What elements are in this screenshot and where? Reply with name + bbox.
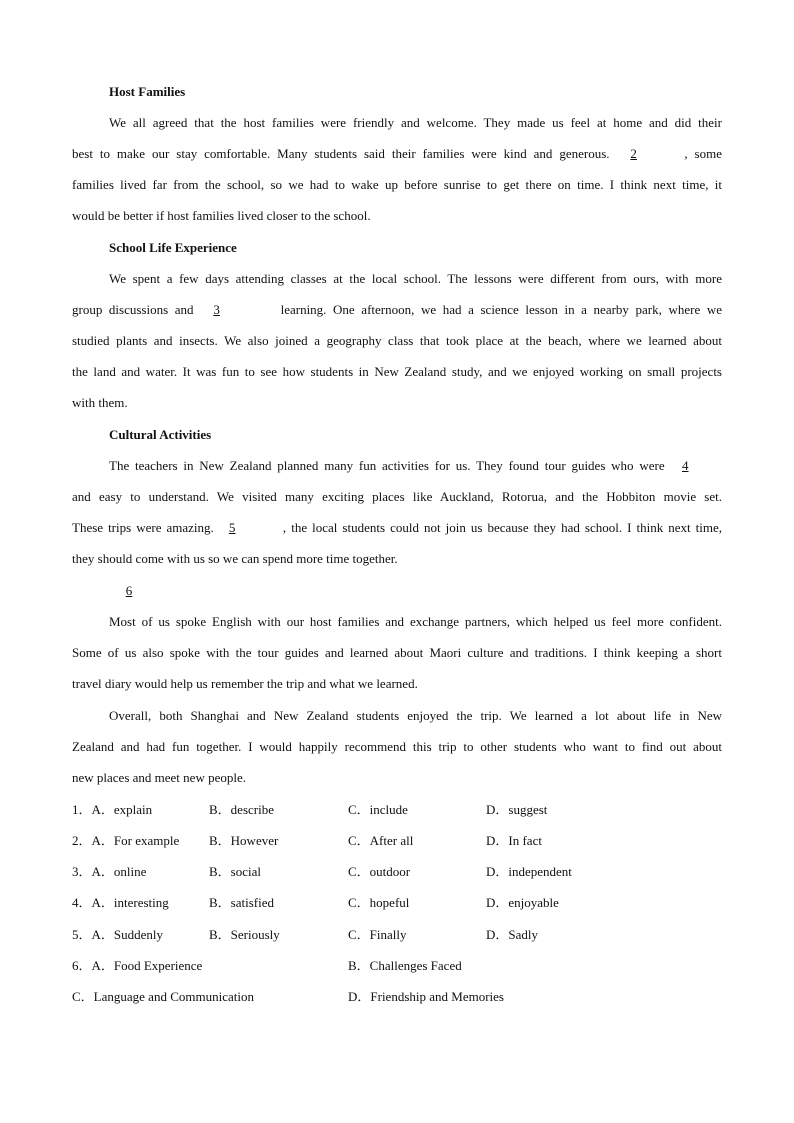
text-segment: , the local students could not join us because they had school. I think next time, bbox=[282, 520, 723, 535]
text-line: they should come with us so we can spend more time together. bbox=[72, 551, 398, 566]
text-segment: group discussions and bbox=[72, 302, 194, 317]
text-segment: These trips were amazing. bbox=[72, 520, 214, 535]
paragraph-cultural-activities bbox=[72, 458, 722, 582]
text-line: families lived far from the school, so we had to wake up before sunrise to get there on time. I think next time, it bbox=[72, 177, 722, 192]
text-line: Some of us also spoke with the tour guides and learned about Maori culture and traditions. I think keeping a short bbox=[72, 645, 722, 660]
text-line: Overall, both Shanghai and New Zealand students enjoyed the trip. We learned a lot about life in New bbox=[109, 708, 722, 723]
blank-4: 4 bbox=[682, 458, 689, 473]
option-3d[interactable]: D．independent bbox=[486, 864, 572, 879]
text-line: We all agreed that the host families were friendly and welcome. They made us feel at home and did their bbox=[109, 115, 722, 130]
blank-2: 2 bbox=[630, 146, 637, 161]
question-6-continued bbox=[72, 989, 722, 1005]
option-1c[interactable]: C．include bbox=[348, 802, 408, 817]
option-5a[interactable]: 5．A．Suddenly bbox=[72, 927, 164, 942]
text-line: We spent a few days attending classes at the local school. The lessons were different from ours, with more bbox=[109, 271, 722, 286]
option-2c[interactable]: C．After all bbox=[348, 833, 414, 848]
text-line bbox=[72, 458, 722, 489]
option-1b[interactable]: B．describe bbox=[209, 802, 274, 817]
question-6 bbox=[72, 958, 722, 974]
option-2a[interactable]: 2．A．For example bbox=[72, 833, 180, 848]
option-4b[interactable]: B．satisfied bbox=[209, 895, 274, 910]
heading-host-families: Host Families bbox=[109, 84, 186, 99]
question-4 bbox=[72, 895, 722, 911]
question-2 bbox=[72, 833, 722, 849]
question-3 bbox=[72, 864, 722, 880]
option-3b[interactable]: B．social bbox=[209, 864, 261, 879]
text-line bbox=[72, 520, 722, 551]
text-line: and easy to understand. We visited many exciting places like Auckland, Rotorua, and the Hobbiton movie set. bbox=[72, 489, 722, 504]
paragraph-overall bbox=[72, 708, 722, 801]
option-6c[interactable]: C．Language and Communication bbox=[72, 989, 254, 1004]
option-3c[interactable]: C．outdoor bbox=[348, 864, 411, 879]
paragraph-school-life bbox=[72, 271, 722, 426]
heading-blank-6 bbox=[109, 583, 149, 599]
option-4d[interactable]: D．enjoyable bbox=[486, 895, 559, 910]
heading-school-life: School Life Experience bbox=[109, 240, 237, 255]
option-3a[interactable]: 3．A．online bbox=[72, 864, 147, 879]
blank-6: 6 bbox=[125, 583, 133, 598]
option-1d[interactable]: D．suggest bbox=[486, 802, 548, 817]
option-5b[interactable]: B．Seriously bbox=[209, 927, 280, 942]
question-1 bbox=[72, 802, 722, 818]
text-segment: best to make our stay comfortable. Many students said their families were kind and generous. bbox=[72, 146, 610, 161]
text-line: Zealand and had fun together. I would happily recommend this trip to other students who want to find out about bbox=[72, 739, 722, 754]
text-segment: , some bbox=[684, 146, 722, 161]
option-4a[interactable]: 4．A．interesting bbox=[72, 895, 169, 910]
blank-3: 3 bbox=[213, 302, 220, 317]
text-line: the land and water. It was fun to see how students in New Zealand study, and we enjoyed working on small projects bbox=[72, 364, 722, 379]
text-line bbox=[72, 146, 722, 177]
option-5d[interactable]: D．Sadly bbox=[486, 927, 539, 942]
paragraph-host-families bbox=[72, 115, 722, 239]
option-6a[interactable]: 6．A．Food Experience bbox=[72, 958, 203, 973]
text-line bbox=[72, 302, 722, 333]
paragraph-section-6 bbox=[72, 614, 722, 707]
text-segment: learning. One afternoon, we had a science lesson in a nearby park, where we bbox=[280, 302, 723, 317]
option-2d[interactable]: D．In fact bbox=[486, 833, 542, 848]
option-2b[interactable]: B．However bbox=[209, 833, 279, 848]
text-line: travel diary would help us remember the trip and what we learned. bbox=[72, 676, 418, 691]
option-4c[interactable]: C．hopeful bbox=[348, 895, 410, 910]
question-5 bbox=[72, 927, 722, 943]
text-segment: The teachers in New Zealand planned many fun activities for us. They found tour guides who were bbox=[109, 458, 665, 473]
text-line: studied plants and insects. We also joined a geography class that took place at the beach, where we learned about bbox=[72, 333, 722, 348]
heading-cultural-activities: Cultural Activities bbox=[109, 427, 212, 442]
text-line: Most of us spoke English with our host families and exchange partners, which helped us feel more confident. bbox=[109, 614, 722, 629]
option-6b[interactable]: B．Challenges Faced bbox=[348, 958, 462, 973]
option-6d[interactable]: D．Friendship and Memories bbox=[348, 989, 504, 1004]
text-line: would be better if host families lived closer to the school. bbox=[72, 208, 371, 223]
option-5c[interactable]: C．Finally bbox=[348, 927, 407, 942]
text-line: with them. bbox=[72, 395, 128, 410]
text-line: new places and meet new people. bbox=[72, 770, 246, 785]
blank-5: 5 bbox=[228, 520, 236, 535]
option-1a[interactable]: 1．A．explain bbox=[72, 802, 153, 817]
